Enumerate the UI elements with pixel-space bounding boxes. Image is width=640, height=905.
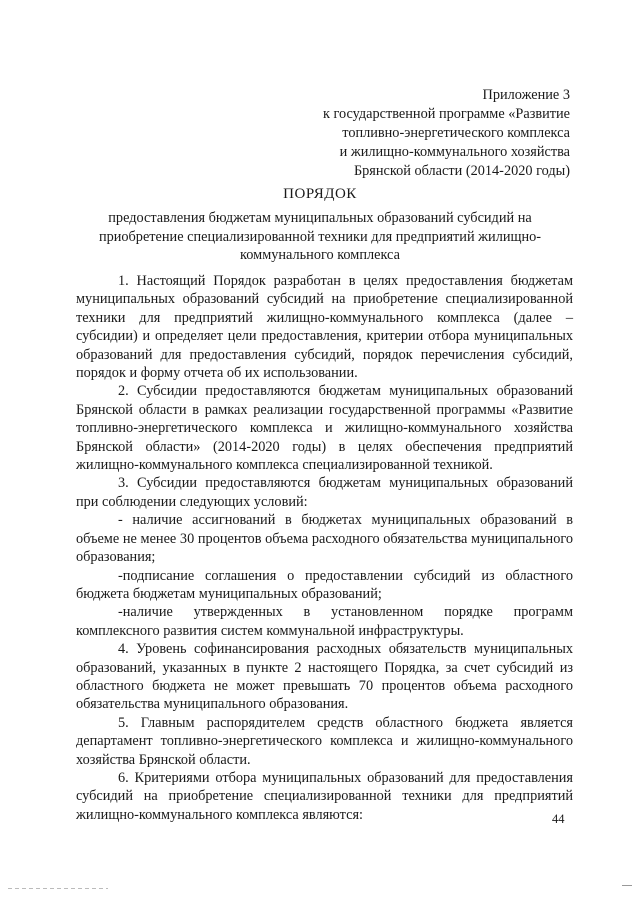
paragraph-5: 5. Главным распорядителем средств областного бюджета является департамент топливно-энергетического комплекса и жилищно-коммунального хозяйства Брянской области.: [76, 714, 573, 768]
appendix-line: к государственной программе «Развитие: [322, 106, 570, 122]
condition-item-3: -наличие утвержденных в установленном порядке программ комплексного развития систем коммунальной инфраструктуры.: [76, 604, 573, 639]
paragraph-2: 2. Субсидии предоставляются бюджетам муниципальных образований Брянской области в рамках реализации государственной программы «Развитие топливно-энергетического комплекса и жилищно-коммунального хозяйства Брянской области» (2014-2020 годы) в целях обеспечения предприятий жилищно-коммунального комплекса специализированной техникой.: [76, 383, 573, 474]
paragraph-1: 1. Настоящий Порядок разработан в целях предоставления бюджетам муниципальных образований субсидий на приобретение специализированной техники для предприятий жилищно-коммунального комплекса (далее – субсидии) и определяет цели предоставления, критерии отбора муниципальных образований для предоставления субсидий, порядок перечисления субсидий, порядок и форму отчета об их использовании.: [76, 273, 573, 382]
appendix-line: Приложение 3: [482, 87, 570, 103]
paragraph-6: 6. Критериями отбора муниципальных образований для предоставления субсидий на приобретение специализированной техники для предприятий жилищно-коммунального комплекса являются:: [76, 769, 573, 823]
paragraph-4: 4. Уровень софинансирования расходных обязательств муниципальных образований, указанных в пункте 2 настоящего Порядка, за счет субсидий из областного бюджета не может превышать 70 процентов объема расходного обязательства муниципального образования.: [76, 641, 573, 713]
page-number: 44: [552, 812, 565, 826]
condition-item-2: -подписание соглашения о предоставлении субсидий из областного бюджета бюджетам муниципальных образований;: [76, 567, 573, 602]
appendix-line: Брянской области (2014-2020 годы): [353, 163, 570, 179]
appendix-line: и жилищно-коммунального хозяйства: [339, 144, 570, 160]
scan-artifact-line: [8, 888, 108, 889]
appendix-line: топливно-энергетического комплекса: [342, 125, 570, 141]
document-subtitle: предоставления бюджетам муниципальных образований субсидий на приобретение специализированной техники для предприятий жилищно-коммунального комплекса: [98, 210, 542, 263]
document-body: [76, 272, 573, 824]
condition-item-1: - наличие ассигнований в бюджетах муниципальных образований в объеме не менее 30 процентов объема расходного обязательства муниципального образования;: [76, 512, 573, 566]
appendix-header: [300, 86, 570, 181]
scan-artifact-mark: [622, 885, 632, 886]
paragraph-3: 3. Субсидии предоставляются бюджетам муниципальных образований при соблюдении следующих условий:: [76, 475, 573, 510]
document-title: ПОРЯДОК: [283, 186, 357, 202]
